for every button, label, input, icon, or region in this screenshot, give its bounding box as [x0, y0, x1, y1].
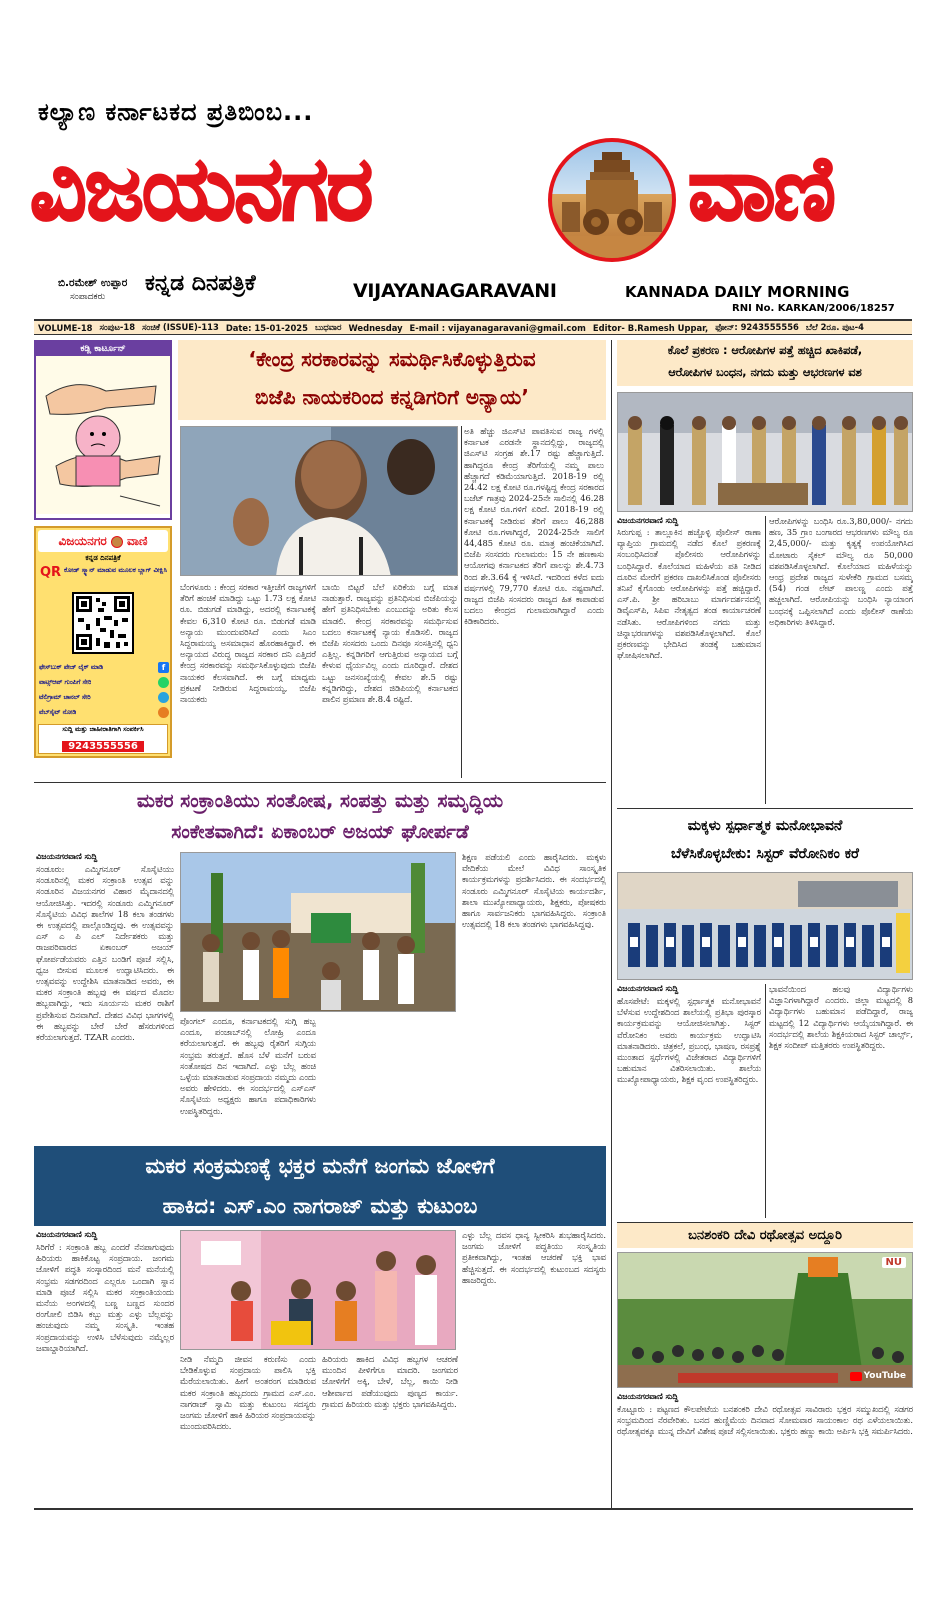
rule-school-top — [617, 808, 913, 809]
lead-headline-line2: ಬಿಜೆಪಿ ನಾಯಕರಿಂದ ಕನ್ನಡಿಗರಿಗೆ ಅನ್ಯಾಯ’ — [255, 385, 529, 409]
sankranti-photo — [180, 852, 456, 1012]
crime-headline-line2: ಆರೋಪಿಗಳ ಬಂಧನ, ನಗದು ಮತ್ತು ಆಭರಣಗಳ ವಶ — [668, 366, 862, 379]
crime-col1: ಸಿರುಗುಪ್ಪ : ತಾಲ್ಲೂಕಿನ ಹಚ್ಚೊಳ್ಳಿ ಪೊಲೀಸ್ ಠಾಣಾ ವ್ಯಾಪ್ತಿಯ ಗ್ರಾಮದಲ್ಲಿ ನಡೆದ ಕೊಲೆ ಪ್ರಕರಣಕ್ಕೆ ಸಂಬಂಧಿಸಿದಂತೆ ಪೊಲೀಸರು ಆರೋಪಿಗಳನ್ನು ಬಂಧಿಸಿದ್ದಾರೆ. ಕೊಲೆಯಾದ ಮಹಿಳೆಯ ಪತಿ ನೀಡಿದ ದೂರಿನ ಮೇರೆಗೆ ಪ್ರಕರಣ ದಾಖಲಿಸಿಕೊಂಡ ಪೊಲೀಸರು ತನಿಖೆ ಕೈಗೊಂಡು ಆರೋಪಿಗಳನ್ನು ಪತ್ತೆ ಹಚ್ಚಿದ್ದಾರೆ. ಎಸ್.ಪಿ. ಶ್ರೀ ಹರಿಬಾಬು ಮಾರ್ಗದರ್ಶನದಲ್ಲಿ ಡಿವೈಎಸ್‌ಪಿ, ಸಿಪಿಐ ನೇತೃತ್ವದ ತಂಡ ಕಾರ್ಯಾಚರಣೆ ನಡೆಸಿತು. ಆರೋಪಿಗಳಿಂದ ನಗದು ಮತ್ತು ಚಿನ್ನಾಭರಣಗಳನ್ನು ವಶಪಡಿಸಿಕೊಳ್ಳಲಾಗಿದೆ. ಕೊಲೆ ಪ್ರಕರಣವನ್ನು ಭೇದಿಸಿದ ತಂಡಕ್ಕೆ ಬಹುಮಾನ ಘೋಷಿಸಲಾಗಿದೆ. — [617, 527, 761, 661]
editor: Editor- B.Ramesh Uppar, — [592, 322, 709, 333]
ad-brand — [38, 530, 168, 552]
crime-headline — [617, 340, 913, 386]
banashankari-headline — [617, 1222, 913, 1248]
hampi-chariot-emblem — [548, 138, 676, 262]
masthead-tagline: ಕಲ್ಯಾಣ ಕರ್ನಾಟಕದ ಪ್ರತಿಬಿಂಬ... — [38, 98, 314, 126]
website-link[interactable] — [39, 705, 169, 720]
school-byline: ವಿಜಯನಗರವಾಣಿ ಸುದ್ದಿ — [617, 984, 679, 993]
jangama-headline — [34, 1146, 606, 1226]
jangama-col4: ಎಳ್ಳು ಬೆಲ್ಲ ದವಸ ಧಾನ್ಯ ಸ್ವೀಕರಿಸಿ ಶುಭಹಾರೈಸಿದರು. ಜಂಗಮ ಜೋಳಿಗೆ ಪದ್ಧತಿಯು ಸಂಸ್ಕೃತಿಯ ಪ್ರತೀಕವಾಗಿದ್ದು, ಇಂತಹ ಆಚರಣೆ ಭಕ್ತಿ ಭಾವ ಹೆಚ್ಚಿಸುತ್ತದೆ. ಈ ಸಂದರ್ಭದಲ್ಲಿ ಕುಟುಂಬದ ಸದಸ್ಯರು ಹಾಜರಿದ್ದರು. — [462, 1230, 606, 1285]
lead-col2: ಬಾಯಿ ಬಿಟ್ಟರೆ ಬೆಲೆ ಏರಿಕೆಯ ಬಗ್ಗೆ ಮಾತ ನಾಡುತ್ತಾರೆ. ರಾಜ್ಯವನ್ನು ಪ್ರತಿನಿಧಿಸುವ ಬಿಜೆಪಿಯನ್ನು ಹೇಗೆ ಪ್ರತಿನಿಧಿಸಬೇಕು ಎಂಬುದನ್ನು ಅರಿತು ಕೆಲಸ ಮಾಡಲಿ. ಕೇಂದ್ರ ಸರಕಾರವನ್ನು ಸಮರ್ಥಿಸುವ ಬದಲು ಕರ್ನಾಟಕಕ್ಕೆ ನ್ಯಾಯ ಕೊಡಿಸಲಿ. ರಾಜ್ಯದ ಬಿಜೆಪಿ ಸಂಸದರು ಒಂದು ದಿನವೂ ಸಂಸತ್ತಿನಲ್ಲಿ ಧ್ವನಿ ಎತ್ತಿಲ್ಲ. ಕನ್ನಡಿಗರಿಗೆ ಆಗುತ್ತಿರುವ ಅನ್ಯಾಯದ ಬಗ್ಗೆ ಕೇಳುವ ಧೈರ್ಯವಿಲ್ಲ ಎಂದು ದೂರಿದ್ದಾರೆ. ದೇಶದ ಒಟ್ಟು ಜನಸಂಖ್ಯೆಯಲ್ಲಿ ಕೇವಲ ಶೇ.5 ರಷ್ಟು ಕನ್ನಡಿಗರಿದ್ದು, ದೇಶದ ಜಿಡಿಪಿಯಲ್ಲಿ ಕರ್ನಾಟಕದ ಪಾಲಿನ ಪ್ರಮಾಣ ಶೇ.8.4 ರಷ್ಟಿದೆ. — [322, 582, 458, 705]
rni-number: RNI No. KARKAN/2006/18257 — [732, 303, 895, 314]
sankranti-headline-line2: ಸಂಕೇತವಾಗಿದೆ: ಏಕಾಂಬರ್ ಅಜಯ್ ಘೋರ್ಪಡೆ — [171, 821, 469, 843]
crime-photo-police — [617, 392, 913, 512]
school-headline-line1: ಮಕ್ಕಳು ಸ್ಪರ್ಧಾತ್ಮಕ ಮನೋಭಾವನೆ — [687, 818, 843, 834]
banashankari-photo — [617, 1252, 913, 1388]
english-sub: KANNADA DAILY MORNING — [625, 283, 850, 301]
lead-headline-line1: ‘ಕೇಂದ್ರ ಸರಕಾರವನ್ನು ಸಮರ್ಥಿಸಿಕೊಳ್ಳುತ್ತಿರುವ — [248, 347, 536, 371]
rule-school-cols — [765, 984, 766, 1218]
ad-brand-right: ವಾಣಿ — [127, 534, 148, 548]
price: ಬೆಲೆ 2ರೂ. ಪುಟ-4 — [805, 322, 864, 332]
masthead — [0, 0, 945, 318]
editor-role: ಸಂಪಾದಕರು — [70, 292, 106, 302]
banashankari-text: ಕೊಟ್ಟೂರು : ಪಟ್ಟಣದ ಕೌಲಪೇಟೆಯ ಬನಶಂಕರಿ ದೇವಿ ರಥೋತ್ಸವ ಸಾವಿರಾರು ಭಕ್ತರ ಸಮ್ಮುಖದಲ್ಲಿ ಸಡಗರ ಸಂಭ್ರಮದಿಂದ ನೆರವೇರಿತು. ಬನದ ಹುಣ್ಣಿಮೆಯ ದಿನವಾದ ಸೋಮವಾರ ಸಾಯಂಕಾಲ ರಥ ಎಳೆಯಲಾಯಿತು. ರಥೋತ್ಸವಕ್ಕೂ ಮುನ್ನ ದೇವಿಗೆ ವಿಶೇಷ ಪೂಜೆ ಸಲ್ಲಿಸಲಾಯಿತು. ಭಕ್ತರು ಹಣ್ಣು ಕಾಯಿ ಅರ್ಪಿಸಿ ಭಕ್ತಿ ಸಮರ್ಪಿಸಿದರು. — [617, 1404, 913, 1437]
promo-ad — [34, 526, 172, 758]
crime-byline: ವಿಜಯನಗರವಾಣಿ ಸುದ್ದಿ — [617, 516, 679, 525]
ad-links — [39, 660, 169, 720]
photo-channel-badge: NU — [882, 1257, 907, 1268]
facebook-link[interactable] — [39, 660, 169, 675]
masthead-title-left: ವಿಜಯನಗರ — [30, 137, 372, 240]
sankranti-col3: ಶಿಕ್ಷಣ ಪಡೆಯಲಿ ಎಂದು ಹಾರೈಸಿದರು. ಮಕ್ಕಳು ವೇದಿಕೆಯ ಮೇಲೆ ವಿವಿಧ ಸಾಂಸ್ಕೃತಿಕ ಕಾರ್ಯಕ್ರಮಗಳನ್ನು ಪ್ರದರ್ಶಿಸಿದರು. ಈ ಸಂದರ್ಭದಲ್ಲಿ ಸಂಡೂರು ಎಮ್ಮಿಗನೂರ್ ಸೊಸೈಟಿಯ ಕಾರ್ಯದರ್ಶಿ, ಶಾಲಾ ಮುಖ್ಯೋಪಾಧ್ಯಾಯರು, ಶಿಕ್ಷಕರು, ಪೋಷಕರು ಹಾಗೂ ಸಾರ್ವಜನಿಕರು ಭಾಗವಹಿಸಿದ್ದರು. ಸಂಕ್ರಾಂತಿ ಉತ್ಸವದಲ್ಲಿ 18 ಕಲಾ ತಂಡಗಳು ಭಾಗವಹಿಸಿದ್ದವು. — [462, 852, 606, 930]
kannada-daily-label: ಕನ್ನಡ ದಿನಪತ್ರಿಕೆ — [145, 271, 256, 296]
rule-sankranti-top — [34, 782, 606, 783]
lead-right-text: ಅತಿ ಹೆಚ್ಚು ಜಿಎಸ್‌ಟಿ ಪಾವತಿಸುವ ರಾಜ್ಯ ಗಳಲ್ಲಿ ಕರ್ನಾಟಕ ಎರಡನೇ ಸ್ಥಾನದಲ್ಲಿದ್ದು, ರಾಜ್ಯದಲ್ಲಿ ಜಿಎಸ್‌ಟಿ ಸಂಗ್ರಹ ಶೇ.17 ರಷ್ಟು ಹೆಚ್ಚಾಗುತ್ತಿದೆ. ಹಾಗಿದ್ದರೂ ಕೇಂದ್ರ ತೆರಿಗೆಯಲ್ಲಿ ನಮ್ಮ ಪಾಲು ಹೆಚ್ಚಾಗದೆ ಕಡಿಮೆಯಾಗುತ್ತಿದೆ. 2018-19 ರಲ್ಲಿ 24.42 ಲಕ್ಷ ಕೋಟಿ ರೂ.ಗಳಷ್ಟಿದ್ದ ಕೇಂದ್ರ ಸರಕಾರದ ಬಜೆಟ್ ಗಾತ್ರವು 2024-25ನೇ ಸಾಲಿನಲ್ಲಿ 46.28 ಲಕ್ಷ ಕೋಟಿ ರೂ.ಗಳಿಗೆ ಏರಿದೆ. 2018-19 ರಲ್ಲಿ ಕರ್ನಾಟಕಕ್ಕೆ ನೀಡಿರುವ ತೆರಿಗೆ ಪಾಲು 46,288 ಕೋಟಿ ರೂ.ಗಳಾಗಿದ್ದರೆ, 2024-25ನೇ ಸಾಲಿಗೆ 44,485 ಕೋಟಿ ರೂ. ಮಾತ್ರ ಹಂಚಿಕೆಯಾಗಿದೆ. ಬಿಜೆಪಿ ಸಂಸದರು ಗುಲಾಮರು: 15 ನೇ ಹಣಕಾಸು ಆಯೋಗವು ಕರ್ನಾಟಕದ ತೆರಿಗೆ ಪಾಲನ್ನು ಶೇ.4.73 ರಿಂದ ಶೇ.3.64 ಕ್ಕೆ ಇಳಿಸಿದೆ. ಇದರಿಂದ ಕಳೆದ ಐದು ವರ್ಷಗಳಲ್ಲಿ 79,770 ಕೋಟಿ ರೂ. ನಷ್ಟವಾಗಿದೆ. ರಾಜ್ಯದ ಬಿಜೆಪಿ ಸಂಸದರು ರಾಜ್ಯದ ಹಿತ ಕಾಪಾಡುವ ಬದಲು ಕೇಂದ್ರದ ಗುಲಾಮರಾಗಿದ್ದಾರೆ ಎಂದು ಕಿಡಿಕಾರಿದರು. — [464, 426, 604, 627]
rule-lead-right — [461, 426, 462, 778]
rule-main-right — [611, 340, 612, 1510]
ad-brand-sub: ಕನ್ನಡ ದಿನಪತ್ರಿಕೆ — [85, 554, 121, 562]
cartoon-box — [34, 340, 172, 520]
date: Date: 15-01-2025 — [225, 322, 308, 333]
ad-qr-text: ಕೋಡ್ ಸ್ಕ್ಯಾನ್ ಮಾಡುವ ಮೂಲಕ ಬ್ಲಾಗ್ ವೀಕ್ಷಿಸಿ — [64, 566, 168, 574]
cartoon-image — [36, 356, 170, 514]
ad-contact — [38, 724, 168, 754]
whatsapp-link[interactable] — [39, 675, 169, 690]
qr-code-icon[interactable] — [72, 592, 134, 654]
jangama-headline-line1: ಮಕರ ಸಂಕ್ರಮಣಕ್ಕೆ ಭಕ್ತರ ಮನೆಗೆ ಜಂಗಮ ಜೋಳಿಗೆ — [145, 1154, 495, 1178]
jangama-col1: ಸಿರಿಗೆರೆ : ಸಂಕ್ರಾಂತಿ ಹಬ್ಬ ಎಂದರೆ ನೆನಪಾಗುವುದು ಹಿರಿಯರು ಹಾಕಿಕೊಟ್ಟ ಸಂಪ್ರದಾಯ. ಜಂಗಮ ಜೋಳಿಗೆ ಪದ್ಧತಿ ಸಂಸ್ಕಾರದಿಂದ ಮನೆ ಮನೆಯಲ್ಲಿ ಸಂಭ್ರಮ ಸಡಗರದಿಂದ ಎಲ್ಲರೂ ಒಂದಾಗಿ ಸ್ನಾನ ಮಾಡಿ ಪೂಜೆ ಸಲ್ಲಿಸಿ ಮಕರ ಸಂಕ್ರಾಂತಿಯಂದು ಮನೆಯ ಅಂಗಳದಲ್ಲಿ ಬಣ್ಣ ಬಣ್ಣದ ಸುಂದರ ರಂಗೋಲಿ ಬಿಡಿಸಿ ಕಬ್ಬು ಮತ್ತು ಎಳ್ಳು ಬೆಲ್ಲವನ್ನು ಹಂಚುವುದು ನಮ್ಮ ಸಂಸ್ಕೃತಿ. ಇಂತಹ ಸಂಪ್ರದಾಯವನ್ನು ಉಳಿಸಿ ಬೆಳೆಸುವುದು ನಮ್ಮೆಲ್ಲರ ಜವಾಬ್ದಾರಿಯಾಗಿದೆ. — [36, 1242, 174, 1353]
crime-col2: ಆರೋಪಿಗಳನ್ನು ಬಂಧಿಸಿ ರೂ.3,80,000/- ನಗದು ಹಣ, 35 ಗ್ರಾಂ ಬಂಗಾರದ ಆಭರಣಗಳು ಮೌಲ್ಯ ರೂ 2,45,000/- ಮತ್ತು ಕೃತ್ಯಕ್ಕೆ ಉಪಯೋಗಿಸಿದ ಮೋಟಾರು ಸೈಕಲ್ ಮೌಲ್ಯ ರೂ 50,000 ವಶಪಡಿಸಿಕೊಳ್ಳಲಾಗಿದೆ. ಕೊಲೆಯಾದ ಮಹಿಳೆಯನ್ನು ಆಂಧ್ರ ಪ್ರದೇಶ ರಾಜ್ಯದ ಸುಳೇಕೆರಿ ಗ್ರಾಮದ ಬಸಮ್ಮ (54) ಗಂಡ ಲೇಟ್ ಪಾಲಣ್ಣ ಎಂದು ಪತ್ತೆ ಹಚ್ಚಲಾಗಿದೆ. ಆರೋಪಿಯನ್ನು ಬಂಧಿಸಿ ನ್ಯಾಯಾಂಗ ಬಂಧನಕ್ಕೆ ಒಪ್ಪಿಸಲಾಗಿದೆ ಎಂದು ಪೊಲೀಸ್ ಠಾಣೆಯ ಅಧಿಕಾರಿಗಳು ತಿಳಿಸಿದ್ದಾರೆ. — [769, 516, 913, 627]
jangama-byline: ವಿಜಯನಗರವಾಣಿ ಸುದ್ದಿ — [36, 1230, 98, 1239]
facebook-icon: f — [158, 662, 169, 673]
jangama-photo — [180, 1230, 456, 1350]
day-en: Wednesday — [348, 322, 403, 333]
samputa: ಸಂಪುಟ-18 — [99, 322, 136, 332]
sankranti-col1: ಸಂಡೂರು: ಎಮ್ಮಿಗನೂರ್ ಸೊಸೈಟಿಯು ಸಂಡೂರಿನಲ್ಲಿ ಮಕರ ಸಂಕ್ರಾಂತಿ ಉತ್ಸವ ವನ್ನು ಸಂಡೂರಿನ ವಿಜಯನಗರ ವಿಹಾರ ಮೈದಾನದಲ್ಲಿ ಆಯೋಜಿಸಿತ್ತು. ಇದರಲ್ಲಿ ಸಂಡೂರು ಎಮ್ಮಿಗನೂರ್ ಸೊಸೈಟಿಯ ವಿವಿಧ ಶಾಲೆಗಳ 18 ಕಲಾ ತಂಡಗಳು ಈ ಉತ್ಸವದಲ್ಲಿ ಪಾಲ್ಗೊಂಡಿದ್ದವು. ಈ ಉತ್ಸವವನ್ನು ಎಸ್ ಎ ಪಿ ಎಲ್ ನಿರ್ದೇಶಕರು ಮತ್ತು ರಾಜಪರಿವಾರದ ಏಕಾಂಬರ್ ಅಜಯ್ ಘೋರ್ಪಡೆಯವರು ಎತ್ತಿನ ಬಂಡಿಗೆ ಪೂಜೆ ಸಲ್ಲಿಸಿ, ಧ್ವಜ ಬೀಸುವ ಮೂಲಕ ಉದ್ಘಾಟಿಸಿದರು. ಈ ಉತ್ಸವವನ್ನು ಉದ್ದೇಶಿಸಿ ಮಾತನಾಡಿದ ಅವರು, ಈ ಮಕರ ಸಂಕ್ರಾಂತಿ ಹಬ್ಬವು ಈ ವರ್ಷದ ಮೊದಲ ಹಬ್ಬವಾಗಿದ್ದು, ಇದು ಸೂರ್ಯನು ಮಕರ ರಾಶಿಗೆ ಪ್ರವೇಶಿಸುವ ದಿನವಾಗಿದೆ. ದೇಶದ ವಿವಿಧ ಭಾಗಗಳಲ್ಲಿ ಈ ಹಬ್ಬವನ್ನು ಬೇರೆ ಬೇರೆ ಹೆಸರುಗಳಿಂದ ಕರೆಯಲಾಗುತ್ತದೆ. TZAR ಎಂದರು. — [36, 864, 174, 1043]
jangama-col2: ನೀಡಿ ನೆಮ್ಮದಿ ಜೀವನ ಕರುಣಿಸು ಎಂದು ಬೇಡಿಕೊಳ್ಳುವ ಸಂಪ್ರದಾಯ ಪಾಲಿಸಿ ಭಕ್ತಿ ಮೆರೆಯಲಾಯಿತು. ಹೀಗೆ ಅಂತರಂಗ ಮಾಡಿರುವ ಮಕರ ಸಂಕ್ರಾಂತಿ ಹಬ್ಬದಂದು ಗ್ರಾಮದ ಎಸ್.ಎಂ. ನಾಗರಾಜ್ ಸ್ವಾಮಿ ಮತ್ತು ಕುಟುಂಬ ಸದಸ್ಯರು ಜಂಗಮ ಜೋಳಿಗೆ ಹಾಕಿ ಹಿರಿಯರ ಸಂಪ್ರದಾಯವನ್ನು ಮುಂದುವರಿಸಿದರು. — [180, 1354, 316, 1432]
school-col2: ಭಾವನೆಯಿಂದ ಹಲವು ವಿದ್ಯಾರ್ಥಿಗಳು ವಿಜ್ಞಾನಿಗಳಾಗಿದ್ದಾರೆ ಎಂದರು. ಜಿಲ್ಲಾ ಮಟ್ಟದಲ್ಲಿ 8 ವಿದ್ಯಾರ್ಥಿಗಳು ಬಹುಮಾನ ಪಡೆದಿದ್ದಾರೆ, ರಾಜ್ಯ ಮಟ್ಟದಲ್ಲಿ 12 ವಿದ್ಯಾರ್ಥಿಗಳು ಆಯ್ಕೆಯಾಗಿದ್ದಾರೆ. ಈ ಸಂದರ್ಭದಲ್ಲಿ ಶಾಲೆಯ ಶಿಕ್ಷಕಿಯರಾದ ಸಿಸ್ಟರ್ ಚಾರ್ಲ್ಸ್, ಶಿಕ್ಷಕ ಸಂದೀಪ್ ಮತ್ತಿತರರು ಉಪಸ್ಥಿತರಿದ್ದರು. — [769, 984, 913, 1051]
telegram-link-label: ಟೆಲಿಗ್ರಾಮ್ ಚಾನಲ್ ಸೇರಿ — [39, 693, 91, 701]
ad-contact-label: ಸುದ್ದಿ ಮತ್ತು ಜಾಹೀರಾತಿಗಾಗಿ ಸಂಪರ್ಕಿಸಿ — [62, 725, 144, 733]
whatsapp-link-label: ವಾಟ್ಸ್ಆಪ್ ಗುಂಪಿಗೆ ಸೇರಿ — [39, 678, 92, 686]
school-col1: ಹೊಸಪೇಟೆ: ಮಕ್ಕಳಲ್ಲಿ ಸ್ಪರ್ಧಾತ್ಮಕ ಮನೋಭಾವನೆ ಬೆಳೆಸುವ ಉದ್ದೇಶದಿಂದ ಶಾಲೆಯಲ್ಲಿ ಪ್ರತಿಭಾ ಪುರಸ್ಕಾರ ಕಾರ್ಯಕ್ರಮವನ್ನು ಆಯೋಜಿಸಲಾಗಿತ್ತು. ಸಿಸ್ಟರ್ ವೆರೋನಿಕಂ ಅವರು ಕಾರ್ಯಕ್ರಮ ಉದ್ಘಾಟಿಸಿ ಮಾತನಾಡಿದರು. ಚಿತ್ರಕಲೆ, ಪ್ರಬಂಧ, ಭಾಷಣ, ರಸಪ್ರಶ್ನೆ ಮುಂತಾದ ಸ್ಪರ್ಧೆಗಳಲ್ಲಿ ವಿಜೇತರಾದ ವಿದ್ಯಾರ್ಥಿಗಳಿಗೆ ಬಹುಮಾನ ವಿತರಿಸಲಾಯಿತು. ಶಾಲೆಯ ಮುಖ್ಯೋಪಾಧ್ಯಾಯರು, ಶಿಕ್ಷಕ ವೃಂದ ಉಪಸ್ಥಿತರಿದ್ದರು. — [617, 996, 761, 1085]
sankranti-byline: ವಿಜಯನಗರವಾಣಿ ಸುದ್ದಿ — [36, 852, 98, 861]
editor-name: ಬಿ.ರಮೇಶ್ ಉಪ್ಪಾರ — [58, 277, 128, 289]
whatsapp-icon — [158, 677, 169, 688]
cartoon-heading: ಕಡ್ಲಿ ಕಾರ್ಟೂನ್ — [36, 342, 170, 356]
youtube-label: YouTube — [863, 1371, 906, 1381]
rule-crime-cols — [765, 516, 766, 804]
volume: VOLUME-18 — [38, 322, 93, 333]
jangama-headline-line2: ಹಾಕಿದ: ಎಸ್.ಎಂ ನಾಗರಾಜ್ ಮತ್ತು ಕುಟುಂಬ — [162, 1194, 478, 1218]
info-bar — [34, 319, 912, 335]
ad-brand-left: ವಿಜಯನಗರ — [58, 534, 107, 548]
banashankari-headline-text: ಬನಶಂಕರಿ ದೇವಿ ರಥೋತ್ಸವ ಅದ್ದೂರಿ — [688, 1228, 842, 1243]
english-name: VIJAYANAGARAVANI — [353, 280, 557, 302]
masthead-title-right: ವಾಣಿ — [688, 137, 834, 240]
lead-col1: ಬೆಂಗಳೂರು : ಕೇಂದ್ರ ಸರಕಾರ ಇತ್ತೀಚೆಗೆ ರಾಜ್ಯಗಳಿಗೆ ತೆರಿಗೆ ಹಂಚಿಕೆ ಮಾಡಿದ್ದು ಒಟ್ಟು 1.73 ಲಕ್ಷ ಕೋಟಿ ರೂ. ಬಿಡುಗಡೆ ಮಾಡಿದ್ದು, ಅದರಲ್ಲಿ ಕರ್ನಾಟಕಕ್ಕೆ ಕೇವಲ 6,310 ಕೋಟಿ ರೂ. ಬಿಡುಗಡೆ ಮಾಡಿ ಅನ್ಯಾಯ ಮುಂದುವರಿಸಿದೆ ಎಂದು ಸಿಎಂ ಸಿದ್ದರಾಮಯ್ಯ ಅಸಮಾಧಾನ ಹೊರಹಾಕಿದ್ದಾರೆ. ಈ ಅನ್ಯಾಯದ ವಿರುದ್ಧ ರಾಜ್ಯದ ಸರಕಾರ ದನಿ ಎತ್ತಿದರೆ ಕೇಂದ್ರ ಸರಕಾರವನ್ನು ಸಮರ್ಥಿಸಿಕೊಳ್ಳುವುದು ಬಿಜೆಪಿ ನಾಯಕರ ಕೆಲಸವಾಗಿದೆ. ಈ ಬಗ್ಗೆ ಮಾಧ್ಯಮ ಪ್ರಕಟಣೆ ನೀಡಿರುವ ಸಿದ್ದರಾಮಯ್ಯ, ಬಿಜೆಪಿ ನಾಯಕರು — [180, 582, 316, 705]
page-bottom-rule — [34, 1508, 913, 1510]
banashankari-byline: ವಿಜಯನಗರವಾಣಿ ಸುದ್ದಿ — [617, 1392, 679, 1401]
lead-headline — [178, 340, 606, 420]
sankranti-col2b — [322, 1016, 458, 1142]
school-headline-line2: ಬೆಳೆಸಿಕೊಳ್ಳಬೇಕು: ಸಿಸ್ಟರ್ ವೆರೋನಿಕಂ ಕರೆ — [671, 846, 859, 862]
phone: ಫೋನ್: 9243555556 — [715, 322, 799, 332]
email: E-mail : vijayanagaravani@gmail.com — [409, 322, 586, 333]
website-link-label: ವೆಬ್‌ಸೈಟ್ ನೋಡಿ — [39, 708, 77, 716]
telegram-link[interactable] — [39, 690, 169, 705]
lead-photo-cm — [180, 426, 458, 576]
facebook-link-label: ಫೇಸ್‌ಬುಕ್ ಪೇಜ್ ಲೈಕ್ ಮಾಡಿ — [39, 663, 104, 671]
jangama-col3: ಹಿರಿಯರು ಹಾಕಿದ ವಿವಿಧ ಹಬ್ಬಗಳ ಆಚರಣೆ ಮುಂದಿನ ಪೀಳಿಗೆಗೂ ಮಾದರಿ. ಜಂಗಮರ ಜೋಳಿಗೆಗೆ ಅಕ್ಕಿ, ಬೇಳೆ, ಬೆಲ್ಲ, ಕಾಯಿ ನೀಡಿ ಆಶೀರ್ವಾದ ಪಡೆಯುವುದು ಪುಣ್ಯದ ಕಾರ್ಯ. ಗ್ರಾಮದ ಹಿರಿಯರು ಮತ್ತು ಭಕ್ತರು ಭಾಗವಹಿಸಿದ್ದರು. — [322, 1354, 458, 1409]
youtube-watermark — [850, 1371, 906, 1381]
crime-headline-line1: ಕೊಲೆ ಪ್ರಕರಣ : ಆರೋಪಿಗಳ ಪತ್ತೆ ಹಚ್ಚಿದ ಖಾಕಿಪಡೆ, — [667, 344, 863, 357]
issue: ಸಂಚಿಕೆ (ISSUE)-113 — [142, 322, 219, 332]
ad-qr-label: QR — [40, 565, 62, 580]
school-headline — [617, 812, 913, 868]
school-photo — [617, 872, 913, 980]
day-kn: ಬುಧವಾರ — [314, 322, 342, 332]
telegram-icon — [158, 692, 169, 703]
ad-brand-emblem-icon — [111, 536, 123, 548]
sankranti-headline-line1: ಮಕರ ಸಂಕ್ರಾಂತಿಯು ಸಂತೋಷ, ಸಂಪತ್ತು ಮತ್ತು ಸಮೃದ್ಧಿಯ — [136, 790, 504, 812]
globe-icon — [158, 707, 169, 718]
sankranti-headline — [34, 786, 606, 848]
youtube-icon — [850, 1372, 862, 1381]
ad-contact-phone: 9243555556 — [62, 741, 144, 752]
sankranti-col2: ಪೊಂಗಲ್ ಎಂದೂ, ಕರ್ನಾಟಕದಲ್ಲಿ ಸುಗ್ಗಿ ಹಬ್ಬ ಎಂದೂ, ಪಂಜಾಬ್‌ನಲ್ಲಿ ಲೋಹ್ರಿ ಎಂದೂ ಕರೆಯಲಾಗುತ್ತದೆ. ಈ ಹಬ್ಬವು ರೈತರಿಗೆ ಸುಗ್ಗಿಯ ಸಂಭ್ರಮ ತರುತ್ತದೆ. ಹೊಸ ಬೆಳೆ ಮನೆಗೆ ಬರುವ ಸಂತೋಷದ ದಿನ ಇದಾಗಿದೆ. ಎಳ್ಳು ಬೆಲ್ಲ ಹಂಚಿ ಒಳ್ಳೆಯ ಮಾತನಾಡುವ ಸಂಪ್ರದಾಯ ನಮ್ಮದು ಎಂದು ಅವರು ಹೇಳಿದರು. ಈ ಸಂದರ್ಭದಲ್ಲಿ ಎಸ್‌ಎಸ್ ಸೊಸೈಟಿಯ ಅಧ್ಯಕ್ಷರು ಹಾಗೂ ಪದಾಧಿಕಾರಿಗಳು ಉಪಸ್ಥಿತರಿದ್ದರು. — [180, 1016, 316, 1116]
